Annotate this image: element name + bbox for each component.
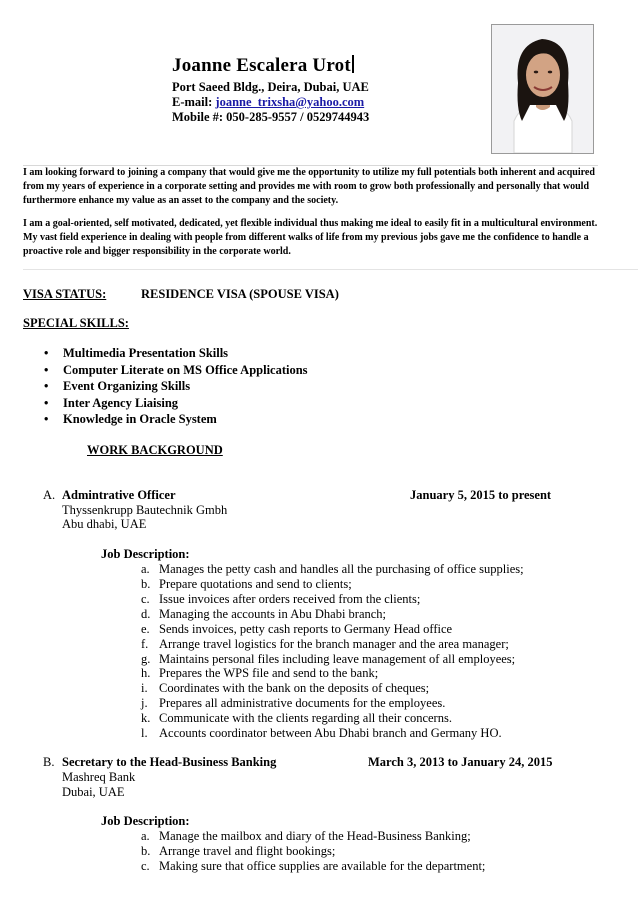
special-skills-heading: SPECIAL SKILLS:: [23, 316, 129, 330]
bullet-icon: •: [44, 395, 49, 410]
duty-text: Sends invoices, petty cash reports to Germany Head office: [159, 622, 453, 636]
email-link[interactable]: joanne_trixsha@yahoo.com: [215, 95, 365, 109]
duty-text: Maintains personal files including leave management of all employees;: [159, 652, 516, 666]
duty-letter: a.: [141, 562, 150, 576]
job-b-marker: B.: [43, 755, 55, 769]
duty-letter: d.: [141, 607, 151, 621]
email-line: [172, 95, 364, 110]
email-label: E-mail:: [172, 95, 216, 109]
visa-status-label: VISA STATUS:: [23, 287, 107, 301]
work-background-heading: WORK BACKGROUND: [87, 443, 223, 457]
job-a-marker: A.: [43, 488, 56, 502]
bullet-icon: •: [44, 379, 49, 394]
name-text: Joanne Escalera Urot: [172, 55, 351, 76]
job-b-duty: [141, 859, 485, 874]
duty-text: Prepares the WPS file and send to the bank;: [159, 666, 379, 680]
job-b-location: Dubai, UAE: [62, 785, 125, 799]
skill-item: [44, 378, 308, 395]
job-b-duty: [141, 844, 335, 859]
skill-text: Event Organizing Skills: [63, 379, 191, 394]
job-a-duty: [141, 711, 452, 726]
duty-letter: k.: [141, 711, 151, 725]
job-a-duty: [141, 592, 420, 607]
bullet-icon: •: [44, 346, 49, 360]
duty-letter: b.: [141, 844, 151, 858]
job-a-location: Abu dhabi, UAE: [62, 517, 147, 531]
duty-letter: c.: [141, 592, 150, 606]
skill-text: Computer Literate on MS Office Applications: [63, 362, 308, 377]
visa-status-value: RESIDENCE VISA (SPOUSE VISA): [141, 287, 339, 301]
duty-text: Making sure that office supplies are available for the department;: [159, 859, 486, 873]
job-a-duty: [141, 696, 445, 711]
skill-text: Multimedia Presentation Skills: [63, 346, 229, 360]
job-a-title: Admintrative Officer: [62, 488, 176, 502]
job-a-duty: [141, 666, 378, 681]
duty-letter: b.: [141, 577, 151, 591]
bullet-icon: •: [44, 412, 49, 427]
mobile: Mobile #: 050-285-9557 / 0529744943: [172, 110, 370, 124]
duty-letter: h.: [141, 666, 151, 680]
duty-text: Prepare quotations and send to clients;: [159, 577, 352, 591]
skill-item: [44, 362, 308, 379]
job-a-duty: [141, 577, 352, 592]
duty-text: Manages the petty cash and handles all the purchasing of office supplies;: [159, 562, 524, 576]
job-a-company: Thyssenkrupp Bautechnik Gmbh: [62, 503, 228, 517]
text-cursor: [352, 55, 354, 73]
duty-letter: g.: [141, 652, 151, 666]
duty-text: Coordinates with the bank on the deposits of cheques;: [159, 681, 430, 695]
skill-item: [44, 345, 308, 362]
job-a-description-label: Job Description:: [101, 547, 190, 561]
duty-text: Arrange travel and flight bookings;: [159, 844, 336, 858]
duty-letter: a.: [141, 829, 150, 843]
duty-letter: l.: [141, 726, 148, 740]
job-b-company: Mashreq Bank: [62, 770, 136, 784]
job-b-duty: [141, 829, 471, 844]
duty-letter: e.: [141, 622, 150, 636]
job-a-duty: [141, 652, 515, 667]
job-a-duty: [141, 681, 429, 696]
job-a-duty: [141, 622, 452, 637]
duty-letter: c.: [141, 859, 150, 873]
skill-item: [44, 411, 308, 428]
job-b-title: Secretary to the Head-Business Banking: [62, 755, 277, 769]
skill-text: Knowledge in Oracle System: [63, 412, 217, 427]
job-a-duty: [141, 562, 524, 577]
profile-photo: [491, 24, 594, 154]
duty-letter: f.: [141, 637, 149, 651]
duty-text: Communicate with the clients regarding all their concerns.: [159, 711, 452, 725]
bullet-icon: •: [44, 362, 49, 377]
duty-text: Issue invoices after orders received from the clients;: [159, 592, 421, 606]
duty-text: Accounts coordinator between Abu Dhabi branch and Germany HO.: [159, 726, 502, 740]
objective-paragraph-2: I am a goal-oriented, self motivated, dedicated, yet flexible individual thus making me ideal to easily fit in a multicultural environment. My vast field experience in dealing with people from different walks of life from my previous jobs gave me the confidence to handle a proactive role and bigger responsibility in the corporate world.: [23, 218, 598, 257]
section-divider: [23, 269, 638, 270]
duty-letter: j.: [141, 696, 148, 710]
profile-photo-graphic: [492, 25, 593, 153]
skills-list: [44, 345, 308, 428]
address: Port Saeed Bldg., Deira, Dubai, UAE: [172, 80, 369, 94]
duty-text: Prepares all administrative documents for the employees.: [159, 696, 446, 710]
resume-name: [172, 55, 354, 77]
duty-text: Managing the accounts in Abu Dhabi branch;: [159, 607, 387, 621]
skill-text: Inter Agency Liaising: [63, 395, 179, 410]
job-a-duty: [141, 607, 386, 622]
duty-text: Manage the mailbox and diary of the Head-Business Banking;: [159, 829, 471, 843]
job-a-duty: [141, 637, 509, 652]
job-a-duty: [141, 726, 502, 741]
job-b-description-label: Job Description:: [101, 814, 190, 828]
duty-text: Arrange travel logistics for the branch manager and the area manager;: [159, 637, 509, 651]
job-b-dates: March 3, 2013 to January 24, 2015: [368, 755, 553, 769]
job-a-dates: January 5, 2015 to present: [410, 488, 552, 502]
skill-item: [44, 395, 308, 412]
duty-letter: i.: [141, 681, 148, 695]
objective-paragraph-1: I am looking forward to joining a company that would give me the opportunity to utilize my full potentials both inherent and acquired from my years of experience in a corporate setting and provides me with room to grow both professionally and personally that would furthermore enhance my value as an asset to the company and the society.: [23, 167, 595, 206]
